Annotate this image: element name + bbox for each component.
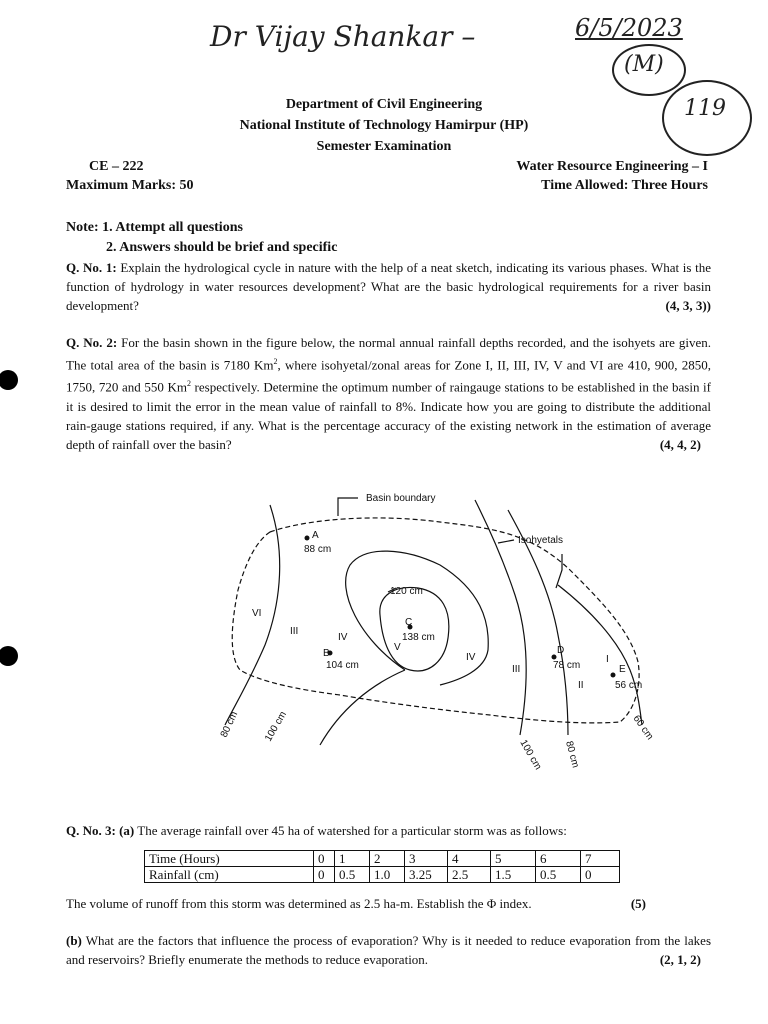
table-cell: 3.25 <box>405 867 448 883</box>
isohyetals-label: Isohyetals <box>518 535 564 546</box>
zone-ii: II <box>578 680 584 691</box>
table-row <box>145 851 620 867</box>
isohyet-120 <box>346 551 489 685</box>
label-80cm-right: 80 cm <box>563 739 581 770</box>
course-code: CE – 222 <box>89 159 144 174</box>
basin-boundary-leader <box>338 498 358 516</box>
handwritten-name: Dr Vijay Shankar – <box>210 20 476 53</box>
station-b-value: 104 cm <box>326 660 359 671</box>
handwritten-circle-mark-text: (M) <box>624 52 664 77</box>
handwritten-date: 6/5/2023 <box>575 14 683 42</box>
question-3a-text: The average rainfall over 45 ha of watershed for a particular storm was as follows: <box>137 823 567 838</box>
station-c-id: C <box>405 617 413 628</box>
basin-boundary-label: Basin boundary <box>366 493 436 504</box>
question-3-runoff-marks: (5) <box>630 896 646 911</box>
table-cell: 2.5 <box>448 867 491 883</box>
handwritten-number: 119 <box>684 96 726 121</box>
question-3b-text: What are the factors that influence the process of evaporation? Why is it needed to reduce evaporation from the lakes and reservoirs? Briefly enumerate the methods to reduce evaporation. <box>66 933 711 967</box>
table-cell: 1.5 <box>491 867 536 883</box>
basin-figure <box>190 470 670 790</box>
station-a-id: A <box>312 530 319 541</box>
isohyet-100-left <box>320 670 405 745</box>
question-1-marks: (4, 3, 3)) <box>665 298 711 313</box>
time-allowed: Time Allowed: Three Hours <box>541 178 708 193</box>
zone-iii-left: III <box>290 626 299 637</box>
department-title: Department of Civil Engineering <box>285 97 483 112</box>
table-cell: 4 <box>448 851 491 867</box>
question-2-marks: (4, 4, 2) <box>659 436 701 452</box>
label-100cm-right: 100 cm <box>517 738 544 772</box>
question-2-text-c: respectively. Determine the optimum number of raingauge stations to be established in the basin if it is desired to limit the error in the mean value of rainfall to 8%. Indicate how you are going to distribute the additional rain-gauge stations required, if any. What is the percentage accuracy of the existing network in the estimation of average depth of rainfall over the basin? <box>66 379 711 452</box>
table-row <box>145 867 620 883</box>
table-cell: 0 <box>581 867 620 883</box>
zone-iv-left: IV <box>338 632 348 643</box>
station-a-value: 88 cm <box>304 544 332 555</box>
institute-title: National Institute of Technology Hamirpur (HP) <box>239 118 529 133</box>
table-cell: 1 <box>335 851 370 867</box>
isohyet-60 <box>558 585 642 725</box>
isohyetals-leader-1 <box>498 540 514 543</box>
question-3a-label: (a) <box>119 823 135 838</box>
station-b-id: B <box>323 648 330 659</box>
label-120cm: 120 cm <box>390 586 423 597</box>
station-e-dot <box>611 673 616 678</box>
note-2: 2. Answers should be brief and specific <box>106 240 338 255</box>
table-cell: 0 <box>314 867 335 883</box>
rainfall-table <box>144 850 620 883</box>
question-1-label: Q. No. 1: <box>66 260 117 275</box>
superscript-2: 2 <box>273 357 278 366</box>
question-3-label: Q. No. 3: <box>66 823 116 838</box>
basin-boundary-line <box>232 518 639 723</box>
table-cell: 7 <box>581 851 620 867</box>
table-cell: 5 <box>491 851 536 867</box>
zone-iii-right: III <box>512 664 521 675</box>
question-3-part-a <box>66 821 711 840</box>
max-marks: Maximum Marks: 50 <box>66 178 194 193</box>
station-e-value: 56 cm <box>615 680 643 691</box>
station-a-dot <box>305 536 310 541</box>
station-d-dot <box>552 655 557 660</box>
table-cell: 2 <box>370 851 405 867</box>
zone-vi: VI <box>252 608 262 619</box>
question-3-runoff-text: The volume of runoff from this storm was determined as 2.5 ha-m. Establish the Φ index. <box>66 896 532 911</box>
note-1: Note: 1. Attempt all questions <box>66 220 243 235</box>
table-cell: 0 <box>314 851 335 867</box>
table-header-time: Time (Hours) <box>145 851 314 867</box>
question-3-part-b <box>66 931 711 969</box>
zone-iv-right: IV <box>466 652 476 663</box>
question-2-text-a: For the basin shown in the figure below, the normal annual rainfall depths recorded, and the isohyets are given. The total area of the basin is 7180 Km <box>66 335 711 373</box>
station-e-id: E <box>619 664 626 675</box>
question-1 <box>66 258 711 315</box>
table-cell: 6 <box>536 851 581 867</box>
table-header-rainfall: Rainfall (cm) <box>145 867 314 883</box>
question-3b-label: (b) <box>66 933 82 948</box>
station-d-id: D <box>557 645 565 656</box>
exam-title: Semester Examination <box>316 139 452 154</box>
question-2-label: Q. No. 2: <box>66 335 118 350</box>
question-1-text: Explain the hydrological cycle in nature with the help of a neat sketch, indicating its various phases. What is the function of hydrology in water resources development? What are the basic hydrological requirements for a river basin development? <box>66 260 712 313</box>
punch-hole-bottom <box>0 646 18 666</box>
label-60cm: 60 cm <box>630 713 656 743</box>
question-2-text-b: , where isohyetal/zonal areas for Zone I, II, III, IV, V and VI are 410, 900, 2850, 1750, 720 and 550 Km <box>66 357 711 395</box>
punch-hole-top <box>0 370 18 390</box>
zone-v: V <box>394 642 401 653</box>
label-100cm-left: 100 cm <box>263 709 289 744</box>
table-cell: 3 <box>405 851 448 867</box>
station-d-value: 78 cm <box>553 660 581 671</box>
table-cell: 1.0 <box>370 867 405 883</box>
superscript-2b: 2 <box>186 379 191 389</box>
table-cell: 0.5 <box>536 867 581 883</box>
label-80cm-left: 80 cm <box>218 709 241 740</box>
question-3-runoff <box>66 894 646 913</box>
course-name: Water Resource Engineering – I <box>516 159 708 174</box>
table-cell: 0.5 <box>335 867 370 883</box>
zone-i: I <box>606 654 609 665</box>
question-2 <box>66 333 711 454</box>
question-3b-marks: (2, 1, 2) <box>659 952 701 967</box>
station-c-value: 138 cm <box>402 632 435 643</box>
